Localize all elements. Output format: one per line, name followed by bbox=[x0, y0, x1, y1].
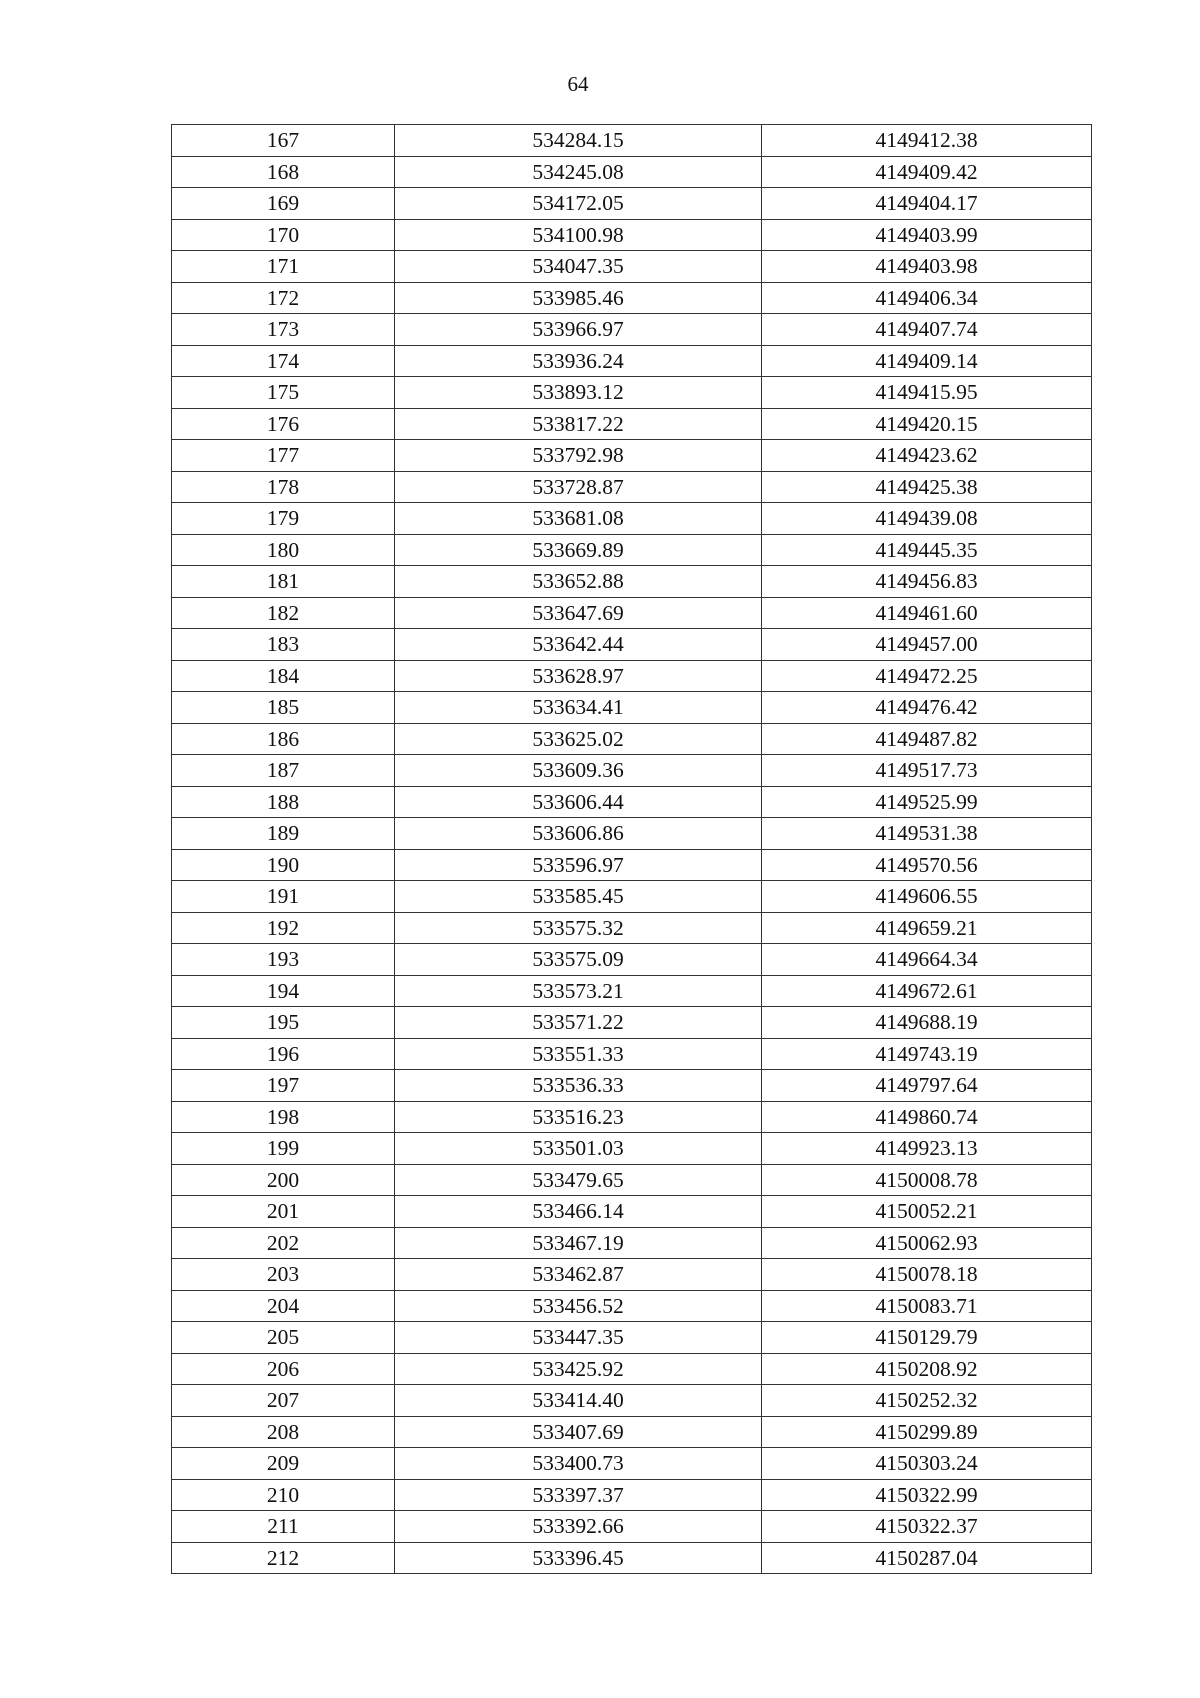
point-number-cell: 188 bbox=[172, 786, 395, 818]
point-number-cell: 169 bbox=[172, 188, 395, 220]
point-number-cell: 170 bbox=[172, 219, 395, 251]
point-number-cell: 191 bbox=[172, 881, 395, 913]
x-coordinate-cell: 533425.92 bbox=[395, 1353, 762, 1385]
point-number-cell: 178 bbox=[172, 471, 395, 503]
table-row bbox=[172, 1196, 1092, 1228]
x-coordinate-cell: 533628.97 bbox=[395, 660, 762, 692]
y-coordinate-cell: 4149923.13 bbox=[762, 1133, 1092, 1165]
point-number-cell: 203 bbox=[172, 1259, 395, 1291]
table-row bbox=[172, 1416, 1092, 1448]
x-coordinate-cell: 533575.32 bbox=[395, 912, 762, 944]
table-row bbox=[172, 471, 1092, 503]
y-coordinate-cell: 4150078.18 bbox=[762, 1259, 1092, 1291]
point-number-cell: 181 bbox=[172, 566, 395, 598]
table-row bbox=[172, 692, 1092, 724]
y-coordinate-cell: 4149409.42 bbox=[762, 156, 1092, 188]
x-coordinate-cell: 533467.19 bbox=[395, 1227, 762, 1259]
y-coordinate-cell: 4149415.95 bbox=[762, 377, 1092, 409]
table-row bbox=[172, 629, 1092, 661]
x-coordinate-cell: 533585.45 bbox=[395, 881, 762, 913]
x-coordinate-cell: 533396.45 bbox=[395, 1542, 762, 1574]
x-coordinate-cell: 533606.44 bbox=[395, 786, 762, 818]
y-coordinate-cell: 4149425.38 bbox=[762, 471, 1092, 503]
x-coordinate-cell: 533728.87 bbox=[395, 471, 762, 503]
table-row bbox=[172, 1038, 1092, 1070]
point-number-cell: 189 bbox=[172, 818, 395, 850]
table-row bbox=[172, 251, 1092, 283]
point-number-cell: 204 bbox=[172, 1290, 395, 1322]
point-number-cell: 209 bbox=[172, 1448, 395, 1480]
x-coordinate-cell: 533571.22 bbox=[395, 1007, 762, 1039]
point-number-cell: 195 bbox=[172, 1007, 395, 1039]
point-number-cell: 173 bbox=[172, 314, 395, 346]
table-row bbox=[172, 188, 1092, 220]
table-row bbox=[172, 849, 1092, 881]
point-number-cell: 212 bbox=[172, 1542, 395, 1574]
y-coordinate-cell: 4149476.42 bbox=[762, 692, 1092, 724]
point-number-cell: 185 bbox=[172, 692, 395, 724]
y-coordinate-cell: 4150303.24 bbox=[762, 1448, 1092, 1480]
table-row bbox=[172, 1322, 1092, 1354]
y-coordinate-cell: 4150083.71 bbox=[762, 1290, 1092, 1322]
x-coordinate-cell: 533625.02 bbox=[395, 723, 762, 755]
table-row bbox=[172, 1385, 1092, 1417]
y-coordinate-cell: 4149407.74 bbox=[762, 314, 1092, 346]
y-coordinate-cell: 4149659.21 bbox=[762, 912, 1092, 944]
table-row bbox=[172, 1479, 1092, 1511]
point-number-cell: 186 bbox=[172, 723, 395, 755]
y-coordinate-cell: 4150129.79 bbox=[762, 1322, 1092, 1354]
x-coordinate-cell: 533893.12 bbox=[395, 377, 762, 409]
y-coordinate-cell: 4149517.73 bbox=[762, 755, 1092, 787]
y-coordinate-cell: 4149487.82 bbox=[762, 723, 1092, 755]
y-coordinate-cell: 4149860.74 bbox=[762, 1101, 1092, 1133]
x-coordinate-cell: 533575.09 bbox=[395, 944, 762, 976]
table-row bbox=[172, 125, 1092, 157]
x-coordinate-cell: 533634.41 bbox=[395, 692, 762, 724]
point-number-cell: 190 bbox=[172, 849, 395, 881]
table-row bbox=[172, 377, 1092, 409]
coordinates-table bbox=[171, 124, 1092, 1574]
table-row bbox=[172, 1542, 1092, 1574]
x-coordinate-cell: 533516.23 bbox=[395, 1101, 762, 1133]
y-coordinate-cell: 4149570.56 bbox=[762, 849, 1092, 881]
point-number-cell: 175 bbox=[172, 377, 395, 409]
point-number-cell: 194 bbox=[172, 975, 395, 1007]
coordinates-table-body bbox=[172, 125, 1092, 1574]
x-coordinate-cell: 533456.52 bbox=[395, 1290, 762, 1322]
table-row bbox=[172, 723, 1092, 755]
y-coordinate-cell: 4149688.19 bbox=[762, 1007, 1092, 1039]
y-coordinate-cell: 4149420.15 bbox=[762, 408, 1092, 440]
point-number-cell: 171 bbox=[172, 251, 395, 283]
x-coordinate-cell: 534047.35 bbox=[395, 251, 762, 283]
x-coordinate-cell: 533551.33 bbox=[395, 1038, 762, 1070]
x-coordinate-cell: 534245.08 bbox=[395, 156, 762, 188]
x-coordinate-cell: 533609.36 bbox=[395, 755, 762, 787]
x-coordinate-cell: 533462.87 bbox=[395, 1259, 762, 1291]
y-coordinate-cell: 4149743.19 bbox=[762, 1038, 1092, 1070]
point-number-cell: 192 bbox=[172, 912, 395, 944]
table-row bbox=[172, 1070, 1092, 1102]
point-number-cell: 208 bbox=[172, 1416, 395, 1448]
point-number-cell: 168 bbox=[172, 156, 395, 188]
x-coordinate-cell: 533936.24 bbox=[395, 345, 762, 377]
table-row bbox=[172, 1290, 1092, 1322]
table-row bbox=[172, 755, 1092, 787]
table-row bbox=[172, 314, 1092, 346]
table-row bbox=[172, 912, 1092, 944]
point-number-cell: 211 bbox=[172, 1511, 395, 1543]
y-coordinate-cell: 4149406.34 bbox=[762, 282, 1092, 314]
x-coordinate-cell: 533966.97 bbox=[395, 314, 762, 346]
y-coordinate-cell: 4150052.21 bbox=[762, 1196, 1092, 1228]
point-number-cell: 210 bbox=[172, 1479, 395, 1511]
x-coordinate-cell: 533397.37 bbox=[395, 1479, 762, 1511]
y-coordinate-cell: 4150322.37 bbox=[762, 1511, 1092, 1543]
table-row bbox=[172, 786, 1092, 818]
x-coordinate-cell: 534172.05 bbox=[395, 188, 762, 220]
table-row bbox=[172, 660, 1092, 692]
point-number-cell: 193 bbox=[172, 944, 395, 976]
y-coordinate-cell: 4149457.00 bbox=[762, 629, 1092, 661]
point-number-cell: 172 bbox=[172, 282, 395, 314]
x-coordinate-cell: 534284.15 bbox=[395, 125, 762, 157]
point-number-cell: 182 bbox=[172, 597, 395, 629]
x-coordinate-cell: 533647.69 bbox=[395, 597, 762, 629]
y-coordinate-cell: 4150252.32 bbox=[762, 1385, 1092, 1417]
y-coordinate-cell: 4150299.89 bbox=[762, 1416, 1092, 1448]
table-row bbox=[172, 597, 1092, 629]
table-row bbox=[172, 408, 1092, 440]
x-coordinate-cell: 533606.86 bbox=[395, 818, 762, 850]
point-number-cell: 187 bbox=[172, 755, 395, 787]
point-number-cell: 197 bbox=[172, 1070, 395, 1102]
point-number-cell: 184 bbox=[172, 660, 395, 692]
x-coordinate-cell: 533501.03 bbox=[395, 1133, 762, 1165]
table-row bbox=[172, 1133, 1092, 1165]
x-coordinate-cell: 533536.33 bbox=[395, 1070, 762, 1102]
x-coordinate-cell: 533447.35 bbox=[395, 1322, 762, 1354]
x-coordinate-cell: 533669.89 bbox=[395, 534, 762, 566]
table-row bbox=[172, 1164, 1092, 1196]
page-number: 64 bbox=[567, 72, 589, 96]
point-number-cell: 177 bbox=[172, 440, 395, 472]
point-number-cell: 206 bbox=[172, 1353, 395, 1385]
y-coordinate-cell: 4149409.14 bbox=[762, 345, 1092, 377]
x-coordinate-cell: 533466.14 bbox=[395, 1196, 762, 1228]
table-row bbox=[172, 1259, 1092, 1291]
x-coordinate-cell: 533400.73 bbox=[395, 1448, 762, 1480]
y-coordinate-cell: 4149403.99 bbox=[762, 219, 1092, 251]
table-row bbox=[172, 534, 1092, 566]
point-number-cell: 200 bbox=[172, 1164, 395, 1196]
y-coordinate-cell: 4149461.60 bbox=[762, 597, 1092, 629]
point-number-cell: 174 bbox=[172, 345, 395, 377]
x-coordinate-cell: 533985.46 bbox=[395, 282, 762, 314]
point-number-cell: 167 bbox=[172, 125, 395, 157]
table-row bbox=[172, 345, 1092, 377]
table-row bbox=[172, 440, 1092, 472]
y-coordinate-cell: 4149606.55 bbox=[762, 881, 1092, 913]
table-row bbox=[172, 818, 1092, 850]
table-row bbox=[172, 1448, 1092, 1480]
y-coordinate-cell: 4150208.92 bbox=[762, 1353, 1092, 1385]
y-coordinate-cell: 4149412.38 bbox=[762, 125, 1092, 157]
table-row bbox=[172, 219, 1092, 251]
x-coordinate-cell: 533573.21 bbox=[395, 975, 762, 1007]
y-coordinate-cell: 4150287.04 bbox=[762, 1542, 1092, 1574]
y-coordinate-cell: 4150062.93 bbox=[762, 1227, 1092, 1259]
table-row bbox=[172, 1353, 1092, 1385]
y-coordinate-cell: 4149525.99 bbox=[762, 786, 1092, 818]
y-coordinate-cell: 4149531.38 bbox=[762, 818, 1092, 850]
point-number-cell: 180 bbox=[172, 534, 395, 566]
x-coordinate-cell: 533817.22 bbox=[395, 408, 762, 440]
x-coordinate-cell: 533652.88 bbox=[395, 566, 762, 598]
x-coordinate-cell: 533479.65 bbox=[395, 1164, 762, 1196]
point-number-cell: 201 bbox=[172, 1196, 395, 1228]
table-row bbox=[172, 975, 1092, 1007]
point-number-cell: 202 bbox=[172, 1227, 395, 1259]
point-number-cell: 179 bbox=[172, 503, 395, 535]
y-coordinate-cell: 4149672.61 bbox=[762, 975, 1092, 1007]
y-coordinate-cell: 4149423.62 bbox=[762, 440, 1092, 472]
x-coordinate-cell: 533792.98 bbox=[395, 440, 762, 472]
table-row bbox=[172, 156, 1092, 188]
point-number-cell: 196 bbox=[172, 1038, 395, 1070]
x-coordinate-cell: 533596.97 bbox=[395, 849, 762, 881]
table-row bbox=[172, 566, 1092, 598]
table-row bbox=[172, 503, 1092, 535]
y-coordinate-cell: 4149403.98 bbox=[762, 251, 1092, 283]
point-number-cell: 176 bbox=[172, 408, 395, 440]
point-number-cell: 199 bbox=[172, 1133, 395, 1165]
table-row bbox=[172, 282, 1092, 314]
y-coordinate-cell: 4150322.99 bbox=[762, 1479, 1092, 1511]
y-coordinate-cell: 4149456.83 bbox=[762, 566, 1092, 598]
table-row bbox=[172, 1007, 1092, 1039]
point-number-cell: 198 bbox=[172, 1101, 395, 1133]
y-coordinate-cell: 4150008.78 bbox=[762, 1164, 1092, 1196]
point-number-cell: 207 bbox=[172, 1385, 395, 1417]
x-coordinate-cell: 533681.08 bbox=[395, 503, 762, 535]
y-coordinate-cell: 4149445.35 bbox=[762, 534, 1092, 566]
x-coordinate-cell: 533414.40 bbox=[395, 1385, 762, 1417]
x-coordinate-cell: 534100.98 bbox=[395, 219, 762, 251]
table-row bbox=[172, 944, 1092, 976]
y-coordinate-cell: 4149404.17 bbox=[762, 188, 1092, 220]
y-coordinate-cell: 4149664.34 bbox=[762, 944, 1092, 976]
x-coordinate-cell: 533392.66 bbox=[395, 1511, 762, 1543]
table-row bbox=[172, 1511, 1092, 1543]
x-coordinate-cell: 533642.44 bbox=[395, 629, 762, 661]
y-coordinate-cell: 4149439.08 bbox=[762, 503, 1092, 535]
x-coordinate-cell: 533407.69 bbox=[395, 1416, 762, 1448]
table-row bbox=[172, 1101, 1092, 1133]
table-row bbox=[172, 881, 1092, 913]
y-coordinate-cell: 4149797.64 bbox=[762, 1070, 1092, 1102]
point-number-cell: 205 bbox=[172, 1322, 395, 1354]
point-number-cell: 183 bbox=[172, 629, 395, 661]
y-coordinate-cell: 4149472.25 bbox=[762, 660, 1092, 692]
table-row bbox=[172, 1227, 1092, 1259]
